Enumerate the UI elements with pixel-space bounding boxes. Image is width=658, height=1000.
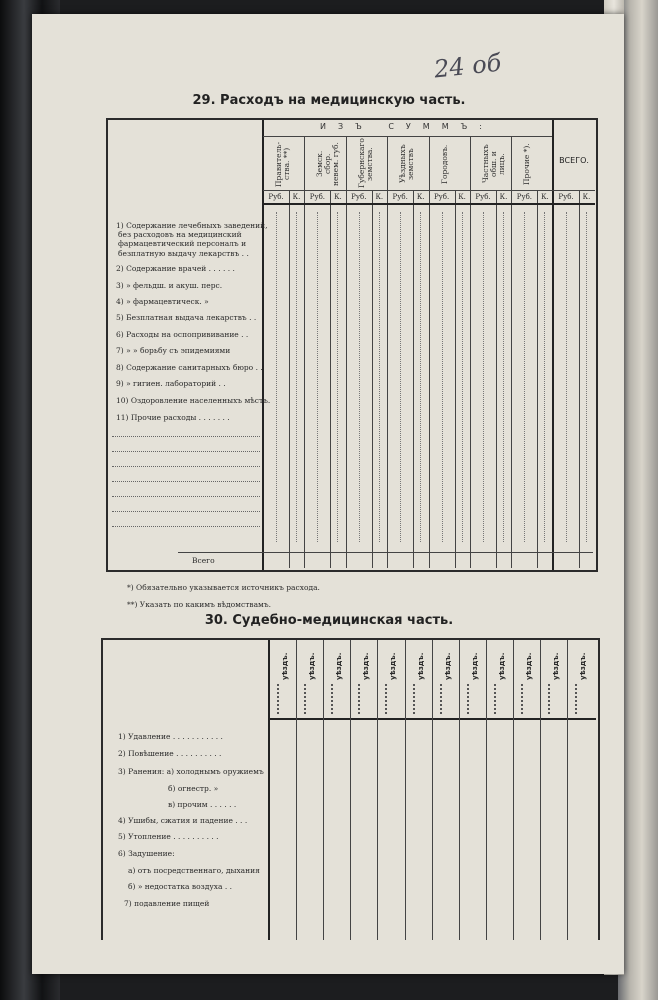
district-column-divider [486,640,487,940]
rub-kop-divider [455,191,456,568]
unit-rub: Руб. [351,193,367,201]
unit-rub: Руб. [516,193,533,201]
dotted-guide [544,212,546,542]
empty-row-dots [112,451,260,453]
dotted-guide [586,212,588,542]
forensic-row-label: 4) Ушибы, сжатия и падение . . . [118,816,248,825]
forensic-row-label: б) огнестр. » [168,784,219,793]
source-column-header: Уѣздныхъ земствъ [398,144,416,184]
district-column-header: уѣздъ. [308,652,317,680]
total-column-header: ВСЕГО. [559,156,589,165]
dotted-guide [566,212,568,542]
dotted-guide [379,212,381,542]
source-column-header: Правитель- ства. **) [274,141,291,187]
source-column-header: Городовъ. [439,144,449,184]
source-column-header: Прочие *). [522,143,532,185]
forensic-row-label: 2) Повѣшение . . . . . . . . . . [118,749,222,758]
dotted-guide [276,212,278,542]
footnote-2: **) Указать по какимъ вѣдомствамъ. [127,600,272,609]
dotted-guide [317,212,319,542]
forensic-row-label: 6) Задушение: [118,849,175,858]
rub-kop-divider [289,191,290,568]
expense-row-label: фармацевтический персоналъ и [118,239,247,248]
total-row-label: Всего [192,556,215,565]
district-column-divider [567,640,568,940]
dotted-guide [420,212,422,542]
rub-kop-divider [330,191,331,568]
district-dots [575,684,580,714]
dotted-guide [359,212,361,542]
district-column-header: уѣздъ. [416,652,425,680]
unit-rub: Руб. [268,193,284,201]
units-top-rule [263,190,595,191]
unit-rub: Руб. [475,193,491,201]
district-column-header: уѣздъ. [524,652,533,680]
section-30-title: 30. Судебно-медицинская часть. [204,613,454,628]
district-column-header: уѣздъ. [335,652,344,680]
district-column-header: уѣздъ. [443,652,452,680]
header-group-label: ИЗЪ СУММЪ: [320,122,494,131]
district-column-divider [350,640,351,940]
unit-rub: Руб. [309,193,326,201]
forensic-row-label: в) прочим . . . . . . [168,800,237,809]
section-29-title: 29. Расходъ на медицинскую часть. [192,93,466,108]
forensic-row-label: 5) Утопление . . . . . . . . . . [118,832,219,841]
empty-row-dots [112,466,260,468]
district-column-divider [513,640,514,940]
district-dots [385,684,390,714]
empty-row-dots [112,526,260,528]
forensic-row-label: а) отъ посредственнаго, дыхания [128,866,260,875]
district-dots [440,684,445,714]
district-column-divider [323,640,324,940]
expense-row-label: 9) » гигиен. лабораторий . . [116,379,226,388]
unit-rub: Руб. [433,193,450,201]
footnote-1: *) Обязательно указывается источникъ расхода. [127,583,320,592]
total-unit-kop: К. [582,193,591,201]
district-column-divider [405,640,406,940]
total-row-rule [178,552,593,553]
source-column-divider [346,137,347,568]
expense-row-label: 4) » фармацевтическ. » [116,297,209,306]
district-dots [494,684,499,714]
district-column-header: уѣздъ. [497,652,506,680]
district-dots [304,684,309,714]
source-column-divider [429,137,430,568]
empty-row-dots [112,511,260,513]
rub-kop-divider [413,191,414,568]
source-column-header: Губернскаго земства. [356,138,374,188]
dotted-guide [462,212,464,542]
dotted-guide [337,212,339,542]
district-column-divider [540,640,541,940]
empty-row-dots [112,436,260,438]
expense-row-label: 8) Содержание санитарныхъ бюро . . [116,363,263,372]
s30-label-separator [268,640,270,940]
source-column-divider [387,137,388,568]
dotted-guide [503,212,505,542]
rub-kop-divider [537,191,538,568]
unit-kop: К. [541,193,549,201]
label-separator [262,120,264,570]
handwritten-page-number: 24 об [432,48,503,84]
dotted-guide [400,212,402,542]
forensic-row-label: 3) Ранения: а) холоднымъ оружиемъ [118,767,264,776]
source-column-header: Земск. сбор. невем. губ. [315,142,341,186]
unit-kop: К. [375,193,384,201]
district-dots [467,684,472,714]
district-dots [331,684,336,714]
dotted-guide [296,212,298,542]
district-column-header: уѣздъ. [389,652,398,680]
expense-row-label: 1) Содержание лечебныхъ заведений, [116,221,268,230]
unit-kop: К. [458,193,466,201]
district-column-header: уѣздъ. [362,652,371,680]
district-dots [413,684,418,714]
total-separator [552,120,554,570]
forensic-row-label: 7) подавление пищей [124,899,210,908]
source-column-divider [511,137,512,568]
district-dots [277,684,282,714]
expense-row-label: 5) Безплатная выдача лекарствъ . . [116,313,257,322]
expense-row-label: 6) Расходы на оспопрививание . . [116,330,249,339]
expense-row-label: без расходовъ на медицинский [118,230,242,239]
expense-row-label: 11) Прочие расходы . . . . . . . [116,413,230,422]
district-column-divider [377,640,378,940]
unit-rub: Руб. [392,193,408,201]
expense-row-label: 7) » » борьбу съ эпидемиями [116,346,231,355]
expense-row-label: 2) Содержание врачей . . . . . . [116,264,235,273]
header-group-rule [263,136,552,137]
district-dots [358,684,363,714]
dotted-guide [483,212,485,542]
expense-row-label: 10) Оздоровление населенныхъ мѣстъ. [116,396,271,405]
background-right [618,0,658,1000]
district-column-header: уѣздъ. [579,652,588,680]
source-column-divider [304,137,305,568]
district-column-header: уѣздъ. [552,652,560,680]
unit-kop: К. [292,193,301,201]
source-column-divider [470,137,471,568]
district-dots [521,684,526,714]
units-bottom-rule [263,203,595,205]
expense-row-label: безплатную выдачу лекарствъ . . [118,249,249,258]
forensic-row-label: б) » недостатка воздуха . . [128,882,232,891]
district-column-divider [459,640,460,940]
total-rub-kop-divider [579,191,580,568]
district-column-divider [296,640,297,940]
district-column-header: уѣздъ. [281,652,289,680]
empty-row-dots [112,481,260,483]
dotted-guide [442,212,444,542]
unit-kop: К. [334,193,342,201]
district-column-header: уѣздъ. [470,652,479,680]
unit-kop: К. [416,193,425,201]
dotted-guide [524,212,526,542]
total-unit-rub: Руб. [558,193,574,201]
expense-row-label: 3) » фельдш. и акуш. перс. [116,281,223,290]
empty-row-dots [112,496,260,498]
district-dots [548,684,553,714]
unit-kop: К. [499,193,508,201]
district-column-divider [432,640,433,940]
forensic-row-label: 1) Удавление . . . . . . . . . . . [118,732,223,741]
source-column-header: Частныхъ обш. и лицъ. [481,144,506,184]
rub-kop-divider [372,191,373,568]
rub-kop-divider [496,191,497,568]
